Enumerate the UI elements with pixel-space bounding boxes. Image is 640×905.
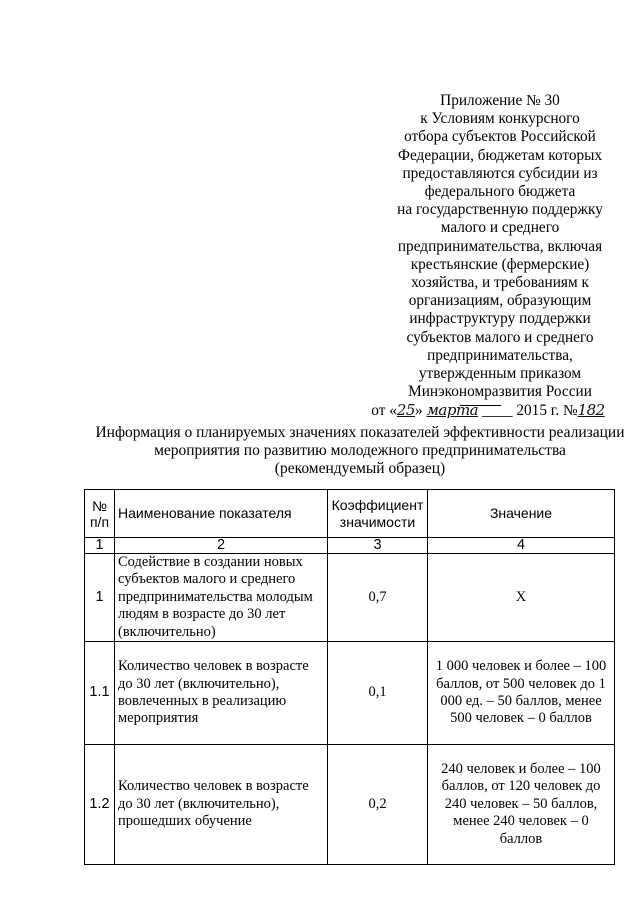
indicator-value: 240 человек и более – 100 баллов, от 120 человек до 240 человек – 50 баллов, менее 240 человек – 0 баллов bbox=[428, 745, 615, 865]
header-coefficient-line-1: Коэффициент bbox=[331, 496, 424, 513]
indicator-value: Х bbox=[428, 554, 615, 642]
header-number bbox=[85, 490, 115, 538]
appendix-line: хозяйства, и требованиям к bbox=[411, 274, 589, 292]
indicator-name: Содействие в создании новых субъектов малого и среднего предпринимательства молодым людям в возрасте до 30 лет (включительно) bbox=[115, 554, 328, 642]
indicator-name: Количество человек в возрасте до 30 лет (включительно), прошедших обучение bbox=[115, 745, 328, 865]
appendix-line: федерального бюджета bbox=[424, 183, 576, 201]
divider-rule bbox=[460, 405, 501, 406]
table-row bbox=[85, 642, 615, 745]
row-number: 1 bbox=[85, 554, 115, 642]
header-indicator-name: Наименование показателя bbox=[115, 490, 328, 538]
table-row bbox=[85, 554, 615, 642]
heading-line-2: мероприятия по развитию молодежного предпринимательства bbox=[154, 442, 566, 459]
header-number-line-2: п/п bbox=[89, 513, 110, 530]
coefficient-value: 0,7 bbox=[328, 554, 428, 642]
header-coefficient-line-2: значимости bbox=[339, 513, 416, 530]
date-prefix: от « bbox=[371, 402, 397, 420]
header-number-line-1: № bbox=[91, 497, 108, 514]
appendix-line: Минэкономразвития России bbox=[408, 383, 592, 401]
appendix-line: предоставляются субсидии из bbox=[402, 164, 598, 182]
appendix-line: Приложение № 30 bbox=[440, 92, 560, 109]
appendix-line: крестьянские (фермерские) bbox=[410, 255, 590, 273]
appendix-line: предпринимательства, bbox=[427, 346, 573, 364]
column-index-cell: 2 bbox=[115, 538, 328, 554]
handwritten-day: 25 bbox=[396, 401, 415, 420]
row-number: 1.2 bbox=[85, 745, 115, 865]
heading-line-3: (рекомендуемый образец) bbox=[274, 460, 446, 477]
column-index-row bbox=[85, 538, 615, 554]
document-heading bbox=[70, 424, 640, 478]
appendix-line: утвержденным приказом bbox=[418, 365, 582, 383]
handwritten-order-number: 182 bbox=[577, 401, 605, 420]
date-mid: » bbox=[414, 402, 427, 420]
indicator-name: Количество человек в возрасте до 30 лет (включительно), вовлеченных в реализацию мероприятия bbox=[115, 642, 328, 745]
header-value: Значение bbox=[428, 490, 615, 538]
appendix-line: Федерации, бюджетам которых bbox=[397, 146, 603, 164]
appendix-line: субъектов малого и среднего bbox=[406, 328, 594, 346]
indicators-table bbox=[84, 489, 615, 865]
table-row bbox=[85, 745, 615, 865]
appendix-block bbox=[371, 92, 625, 421]
appendix-line: отбора субъектов Российской bbox=[404, 128, 596, 146]
appendix-line: к Условиям конкурсного bbox=[420, 110, 580, 128]
header-coefficient bbox=[328, 490, 428, 538]
coefficient-value: 0,1 bbox=[328, 642, 428, 745]
appendix-line: инфраструктуру поддержки bbox=[409, 310, 591, 328]
appendix-line: на государственную поддержку bbox=[397, 201, 603, 219]
heading-line-1: Информация о планируемых значениях показателей эффективности реализации bbox=[95, 424, 625, 441]
column-index-cell: 1 bbox=[85, 538, 115, 554]
appendix-line: организациям, образующим bbox=[408, 292, 592, 310]
coefficient-value: 0,2 bbox=[328, 745, 428, 865]
appendix-line: малого и среднего bbox=[440, 219, 560, 237]
handwritten-month: марта bbox=[426, 401, 479, 420]
table-header-row bbox=[85, 490, 615, 538]
date-suffix: ____ 2015 г. № bbox=[478, 402, 578, 420]
row-number: 1.1 bbox=[85, 642, 115, 745]
indicator-value: 1 000 человек и более – 100 баллов, от 500 человек до 1 000 ед. – 50 баллов, менее 500 человек – 0 баллов bbox=[428, 642, 615, 745]
appendix-line: предпринимательства, включая bbox=[397, 237, 603, 255]
column-index-cell: 3 bbox=[328, 538, 428, 554]
column-index-cell: 4 bbox=[428, 538, 615, 554]
